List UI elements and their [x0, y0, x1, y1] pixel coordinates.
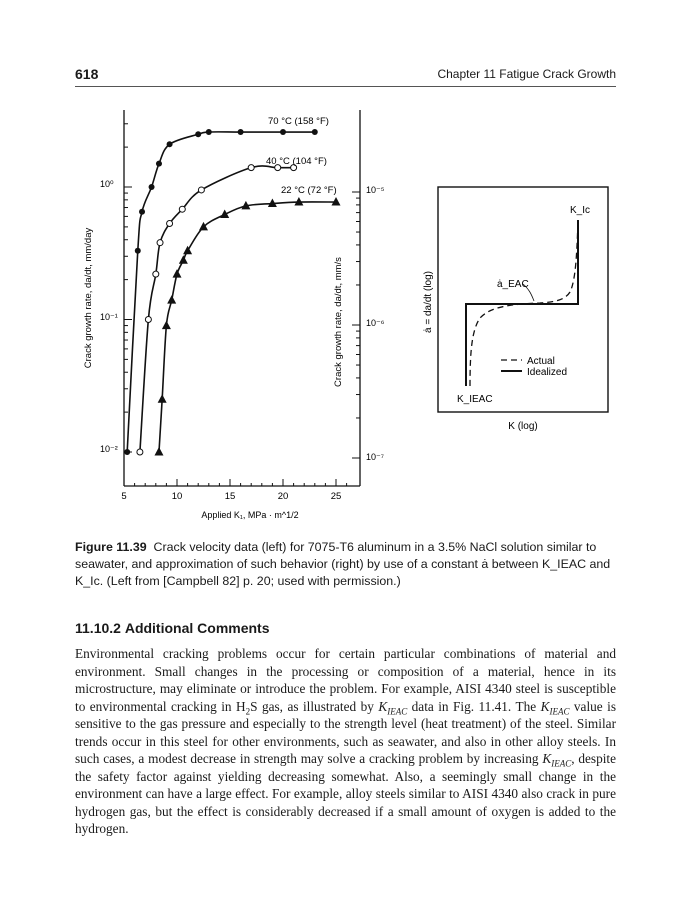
data-point-series-2 [183, 246, 192, 255]
right-chart-y-label: ȧ = da/dt (log) [423, 271, 434, 333]
x-axis-label: Applied K₁, MPa · m^1/2 [201, 510, 299, 520]
text-segment: Environmental cracking problems occur for certain particular combinations of material and environment. Small changes in the processing or composition of a material, hence in its microstructure, may eliminate or introduce the problem. For example, AISI 4340 steel is susceptible to environmental cracking in H [75, 646, 616, 714]
data-point-series-0 [238, 129, 244, 135]
data-point-series-0 [124, 449, 130, 455]
page-number: 618 [75, 66, 99, 82]
data-point-series-0 [149, 184, 155, 190]
right-tick-label-1: 10⁻⁵ [366, 185, 385, 195]
figure-caption [75, 539, 616, 590]
aeac-label: ȧ_EAC [497, 279, 529, 290]
symbol-subscript: IEAC [551, 758, 572, 769]
text-segment: value is sensitive to the gas pressure and especially to the strength level (heat treatment) of the steel. Similar trends occur in this steel for other environments, such as seawater, and also in other alloy steels. In such cases, a modest decrease in strength may solve a cracking problem by increasing [75, 698, 616, 766]
kic-label: K_Ic [570, 205, 591, 216]
y-axis-label-left: Crack growth rate, da/dt, mm/day [83, 227, 94, 369]
data-point-series-2 [154, 447, 163, 456]
data-point-series-2 [167, 295, 176, 304]
data-point-series-0 [156, 161, 162, 167]
running-head: Chapter 11 Fatigue Crack Growth [437, 67, 616, 81]
data-point-series-1 [137, 449, 143, 455]
data-point-series-0 [139, 209, 145, 215]
right-tick-label-3: 10⁻⁷ [366, 452, 385, 462]
data-point-series-1 [167, 221, 173, 227]
data-point-series-0 [280, 129, 286, 135]
right-tick-label-2: 10⁻⁶ [366, 318, 385, 328]
text-segment: data in Fig. 11.41. The [407, 698, 541, 714]
x-tick-label-20: 20 [277, 491, 289, 502]
x-tick-label-15: 15 [224, 491, 236, 502]
x-tick-label-10: 10 [171, 491, 183, 502]
symbol-k: K [540, 698, 550, 714]
symbol-k: K [542, 751, 552, 766]
left-tick-label-3: 10⁻² [100, 444, 118, 454]
left-tick-label-2: 10⁻¹ [100, 312, 118, 322]
text-segment: S gas, as illustrated by [250, 698, 379, 714]
data-point-series-1 [157, 240, 163, 246]
symbol-subscript: IEAC [549, 706, 570, 717]
data-point-series-1 [198, 187, 204, 193]
body-paragraph [75, 645, 616, 838]
right-chart-x-label: K (log) [508, 421, 538, 432]
data-point-series-1 [248, 165, 254, 171]
data-point-series-1 [179, 206, 185, 212]
data-point-series-0 [312, 129, 318, 135]
data-point-series-0 [195, 131, 201, 137]
data-point-series-0 [167, 141, 173, 147]
series-curve-1 [140, 166, 294, 452]
x-tick-label-5: 5 [121, 491, 127, 502]
data-point-series-0 [206, 129, 212, 135]
curve-label-40c: 40 °C (104 °F) [266, 156, 327, 167]
subscript: 2 [245, 706, 251, 717]
data-point-series-2 [199, 222, 208, 231]
data-point-series-1 [153, 271, 159, 277]
left-tick-label-1: 10⁰ [100, 179, 114, 189]
x-tick-label-25: 25 [330, 491, 342, 502]
symbol-subscript: IEAC [387, 706, 408, 717]
data-point-series-1 [145, 317, 151, 323]
curve-label-22c: 22 °C (72 °F) [281, 185, 337, 196]
y-axis-label-right: Crack growth rate, da/dt, mm/s [333, 257, 344, 387]
legend-idealized: Idealized [527, 367, 568, 378]
data-point-series-0 [135, 248, 141, 254]
section-title: Additional Comments [124, 620, 270, 636]
figure-caption-text: Crack velocity data (left) for 7075-T6 aluminum in a 3.5% NaCl solution similar to seawater, and approximation of such behavior (right) by use of a constant ȧ between K_IEAC and K_Ic. (Left from [Campbell 82] p. 20; used with permission.) [75, 540, 611, 588]
data-point-series-2 [158, 394, 167, 403]
figure-label: Figure 11.39 [75, 540, 147, 554]
data-point-series-2 [162, 321, 171, 330]
section-body [75, 645, 616, 838]
kieac-label: K_IEAC [457, 394, 493, 405]
legend-actual: Actual [527, 356, 555, 367]
series-curve-2 [159, 202, 336, 452]
data-point-series-2 [173, 269, 182, 278]
symbol-k: K [378, 698, 388, 714]
data-point-series-2 [179, 255, 188, 264]
section-number: 11.10.2 [75, 620, 121, 636]
text-segment: , despite the safety factor against yielding decreasing somewhat. Also, a seemingly small change in the environment can have a large effect. For example, alloy steels similar to AISI 4340 also crack in pure hydrogen gas, but the effect is considerably decreased if a small amount of oxygen is added to the hydrogen. [75, 751, 617, 836]
curve-label-70c: 70 °C (158 °F) [268, 116, 329, 127]
section-heading [75, 620, 270, 636]
